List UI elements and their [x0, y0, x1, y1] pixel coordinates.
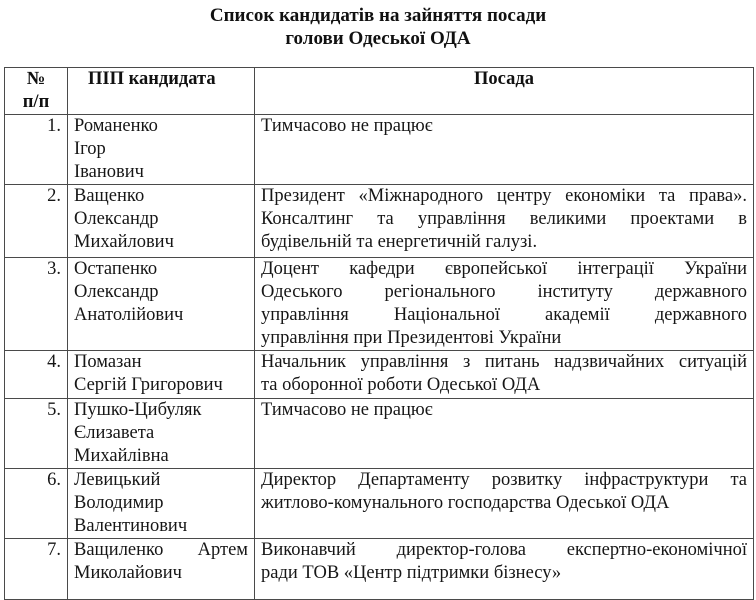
header-candidate-name: ПІП кандидата — [68, 68, 255, 115]
row-number: 6. — [5, 469, 68, 539]
name-line: Миколайович — [74, 563, 182, 583]
header-number-abbrev: п/п — [22, 92, 50, 112]
candidate-name — [68, 258, 255, 351]
document-title — [0, 4, 756, 50]
candidate-name — [68, 115, 255, 185]
header-position: Посада — [255, 68, 754, 115]
position-line: Доцент кафедри європейської інтеграції України — [261, 259, 747, 279]
candidate-position — [255, 258, 754, 351]
table-header-row — [5, 68, 754, 115]
candidates-table — [4, 67, 754, 600]
name-line: Єлизавета — [74, 423, 155, 443]
table-row — [5, 115, 754, 185]
row-number: 5. — [5, 399, 68, 469]
row-number: 3. — [5, 258, 68, 351]
candidate-position — [255, 185, 754, 258]
candidate-name — [68, 399, 255, 469]
position-line: Виконавчий директор-голова експертно-економічної — [261, 540, 747, 560]
position-line: житлово-комунального господарства Одеської ОДА — [261, 493, 670, 513]
table-row — [5, 539, 754, 600]
name-line: Остапенко — [74, 259, 158, 279]
position-line: Консалтинг та управління великими проектами в — [261, 209, 747, 229]
table-row — [5, 351, 754, 399]
position-line: Тимчасово не працює — [261, 400, 433, 420]
row-number: 4. — [5, 351, 68, 399]
position-line: та оборонної роботи Одеської ОДА — [261, 375, 541, 395]
name-line: Ігор — [74, 139, 106, 159]
candidate-name — [68, 469, 255, 539]
table-row — [5, 258, 754, 351]
name-line: Михайлович — [74, 232, 174, 252]
candidate-position — [255, 399, 754, 469]
candidate-name — [68, 185, 255, 258]
name-line: Ващенко — [74, 186, 145, 206]
header-number-symbol: № — [26, 69, 46, 89]
name-line: Помазан — [74, 352, 142, 372]
name-line: Анатолійович — [74, 305, 184, 325]
document-title-line-2: голови Одеської ОДА — [285, 28, 471, 49]
table-row — [5, 399, 754, 469]
name-line: Пушко-Цибуляк — [74, 400, 202, 420]
table-row — [5, 469, 754, 539]
position-line: ради ТОВ «Центр підтримки бізнесу» — [261, 563, 562, 583]
row-number: 7. — [5, 539, 68, 600]
name-line: Олександр — [74, 209, 159, 229]
position-line: Президент «Міжнародного центру економіки та права». — [261, 186, 747, 206]
candidate-position — [255, 351, 754, 399]
position-line: Директор Департаменту розвитку інфраструктури та — [261, 470, 747, 490]
name-line: Михайлівна — [74, 446, 169, 466]
table-row — [5, 185, 754, 258]
name-line: Олександр — [74, 282, 159, 302]
position-line: управління Національної академії державного — [261, 305, 747, 325]
row-number: 1. — [5, 115, 68, 185]
position-line: Тимчасово не працює — [261, 116, 433, 136]
name-line: Сергій Григорович — [74, 375, 223, 395]
header-number — [5, 68, 68, 115]
position-line: будівельній та енергетичній галузі. — [261, 232, 538, 252]
name-line: Левицький — [74, 470, 161, 490]
row-number: 2. — [5, 185, 68, 258]
candidate-name — [68, 351, 255, 399]
name-line: Валентинович — [74, 516, 188, 536]
candidate-position — [255, 469, 754, 539]
name-line: Ващиленко Артем — [74, 540, 248, 560]
candidate-name — [68, 539, 255, 600]
name-line: Іванович — [74, 162, 144, 182]
name-line: Романенко — [74, 116, 158, 136]
candidate-position — [255, 115, 754, 185]
name-line: Володимир — [74, 493, 164, 513]
position-line: управління при Президентові України — [261, 328, 562, 348]
candidate-position — [255, 539, 754, 600]
position-line: Одеського регіонального інституту державного — [261, 282, 747, 302]
position-line: Начальник управління з питань надзвичайних ситуацій — [261, 352, 747, 372]
document-title-line-1: Список кандидатів на зайняття посади — [209, 5, 547, 26]
